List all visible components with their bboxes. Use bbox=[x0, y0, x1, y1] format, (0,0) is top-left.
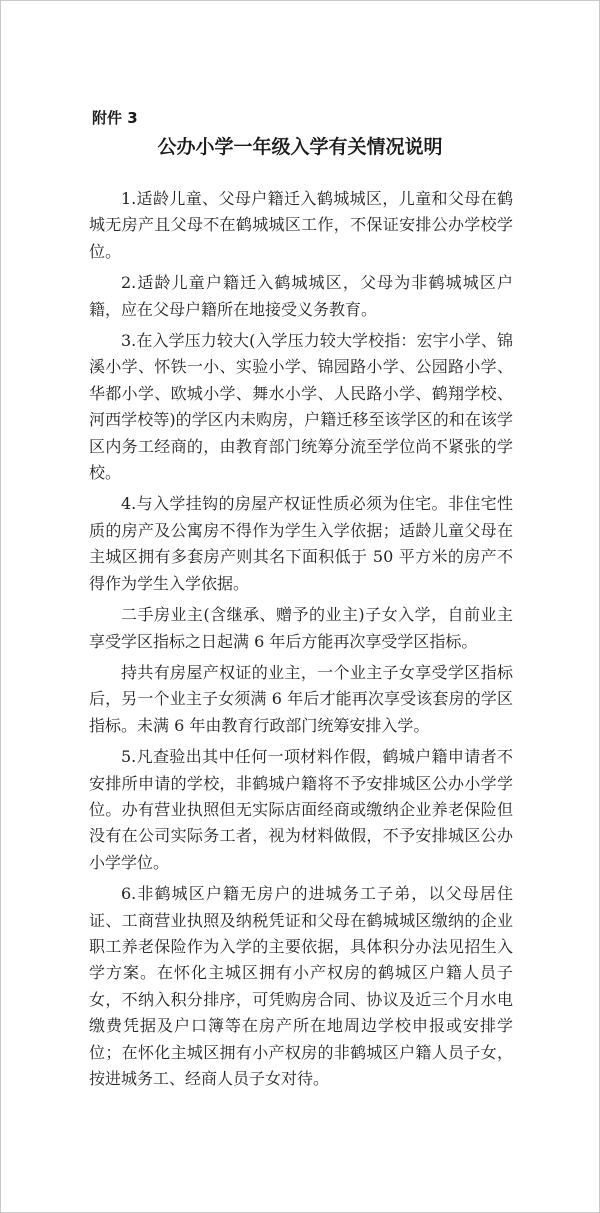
paragraph-6: 6.非鹤城区户籍无房户的进城务工子弟，以父母居住证、工商营业执照及纳税凭证和父母在鹤城城区缴纳的企业职工养老保险作为入学的主要依据，具体积分办法见招生入学方案。在怀化主城区拥有小产权房的鹤城区户籍人员子女，不纳入积分排序，可凭购房合同、协议及近三个月水电缴费凭据及户口簿等在房产所在地周边学校申报或安排学位；在怀化主城区拥有小产权房的非鹤城区户籍人员子女，按进城务工、经商人员子女对待。 bbox=[89, 884, 513, 1088]
document-body bbox=[89, 186, 513, 1097]
paragraph-3: 3.在入学压力较大(入学压力较大学校指：宏宇小学、锦溪小学、怀铁一小、实验小学、锦园路小学、公园路小学、华都小学、欧城小学、舞水小学、人民路小学、鹤翔学校、河西学校等)的学区内未购房，户籍迁移至该学区的和在该学区内务工经商的，由教育部门统筹分流至学位尚不紧张的学校。 bbox=[89, 331, 513, 483]
document-title: 公办小学一年级入学有关情况说明 bbox=[157, 136, 443, 158]
attachment-label: 附件 3 bbox=[92, 109, 138, 127]
paragraph-1: 1.适龄儿童、父母户籍迁入鹤城城区，儿童和父母在鹤城无房产且父母不在鹤城城区工作，不保证安排公办学校学位。 bbox=[89, 189, 513, 261]
paragraph-5: 5.凡查验出其中任何一项材料作假，鹤城户籍申请者不安排所申请的学校，非鹤城户籍将不予安排城区公办小学学位。办有营业执照但无实际店面经商或缴纳企业养老保险但没有在公司实际务工者，视为材料做假，不予安排城区公办小学学位。 bbox=[89, 747, 513, 872]
paragraph-4: 4.与入学挂钩的房屋产权证性质必须为住宅。非住宅性质的房产及公寓房不得作为学生入学依据；适龄儿童父母在主城区拥有多套房产则其名下面积低于 50 平方米的房产不得作为学生入学依据。 bbox=[89, 494, 513, 593]
paragraph-4-second-hand: 二手房业主(含继承、赠予的业主)子女入学，自前业主享受学区指标之日起满 6 年后方能再次享受学区指标。 bbox=[89, 605, 513, 651]
paragraph-2: 2.适龄儿童户籍迁入鹤城城区，父母为非鹤城城区户籍，应在父母户籍所在地接受义务教育。 bbox=[89, 273, 513, 319]
paragraph-4-co-owned: 持共有房屋产权证的业主，一个业主子女享受学区指标后，另一个业主子女须满 6 年后才能再次享受该套房的学区指标。未满 6 年由教育行政部门统筹安排入学。 bbox=[89, 662, 513, 735]
